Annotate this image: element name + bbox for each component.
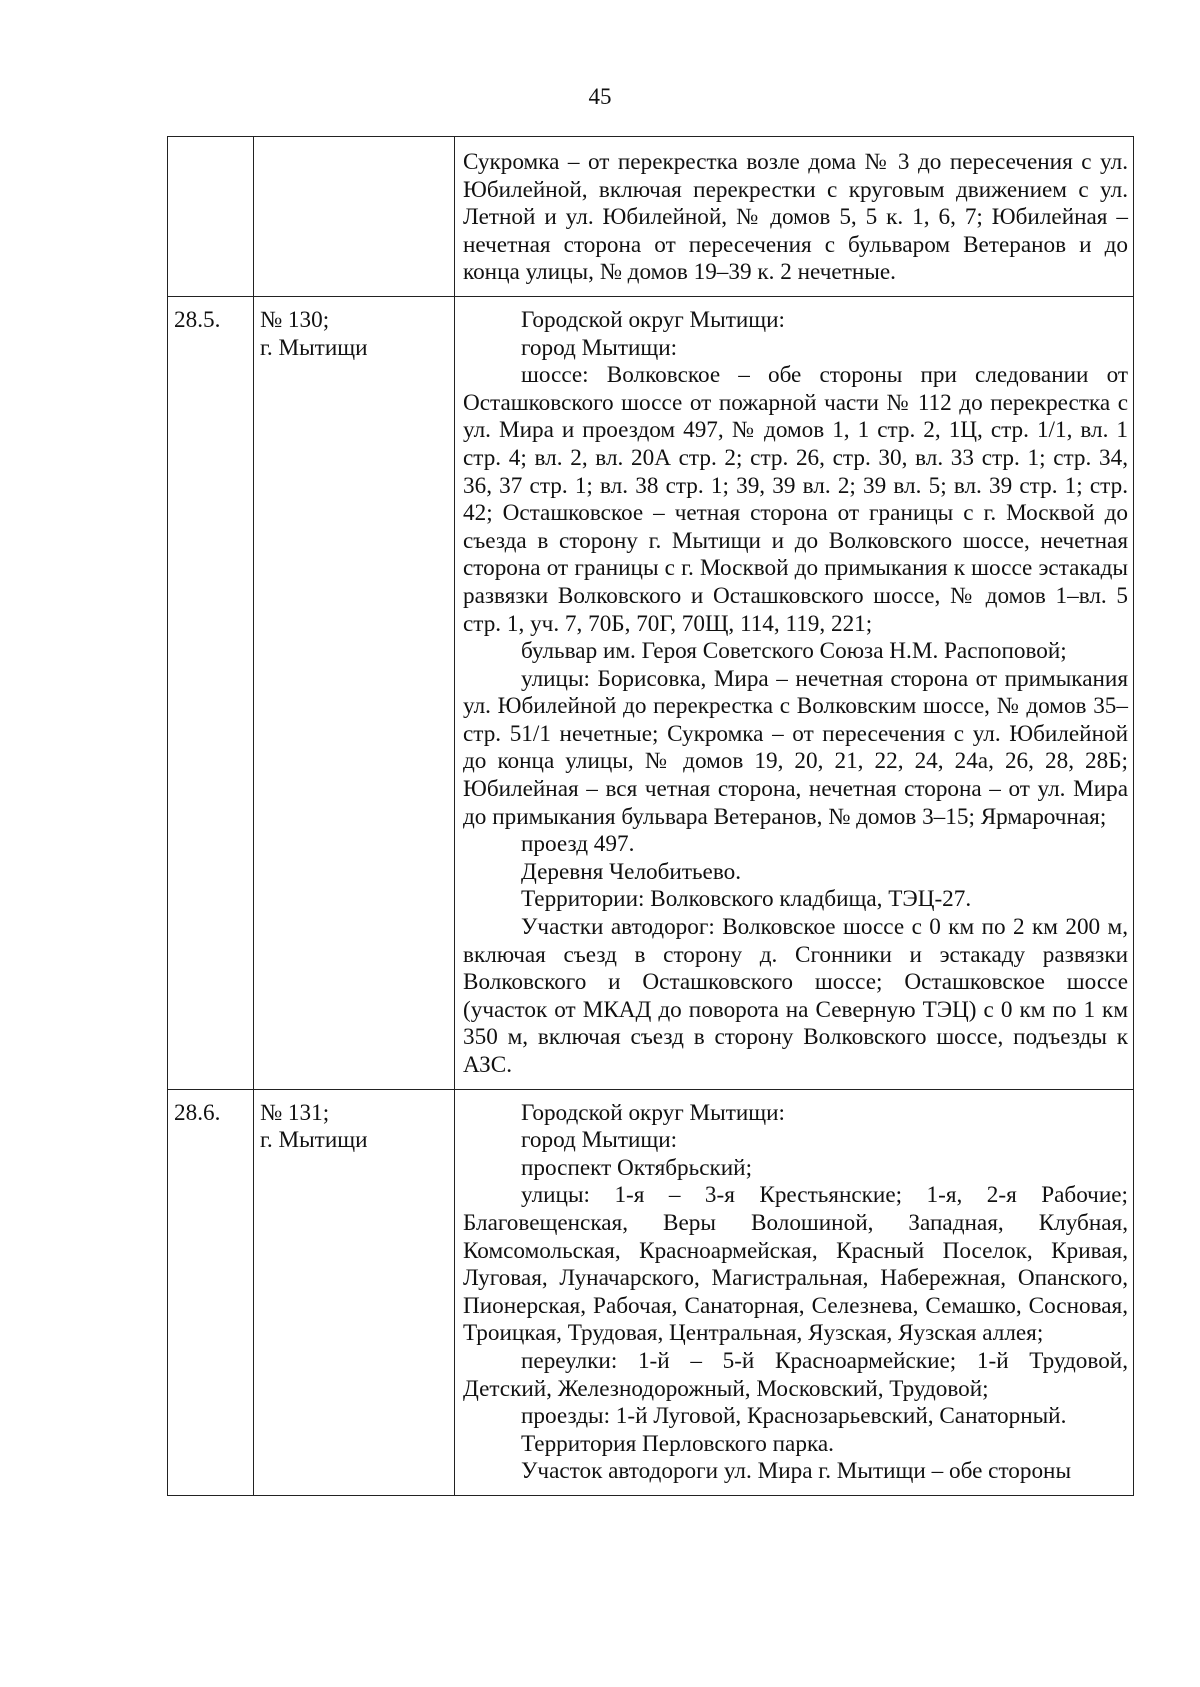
paragraph: бульвар им. Героя Советского Союза Н.М. Распоповой; <box>521 638 1067 665</box>
row-number: 28.5. <box>174 306 221 333</box>
district-city: г. Мытищи <box>260 1127 368 1154</box>
table-row <box>168 137 1134 297</box>
paragraph: город Мытищи: <box>521 1127 678 1154</box>
paragraph: Городской округ Мытищи: <box>521 306 785 333</box>
description-cell <box>455 296 1134 1089</box>
paragraph: город Мытищи: <box>521 334 678 361</box>
description-cell <box>455 137 1134 297</box>
paragraph: улицы: Борисовка, Мира – нечетная сторона от примыкания ул. Юбилейной до перекрестка с Волковским шоссе, № домов 35–стр. 51/1 нечетные; Сукромка – от пересечения с ул. Юбилейной до конца улицы, № домов 19, 20, 21, 22, 24, 24а, 26, 28, 28Б; Юбилейная – вся четная сторона, нечетная сторона – от ул. Мира до примыкания бульвара Ветеранов, № домов 3–15; Ярмарочная; <box>463 665 1128 830</box>
paragraph: Участки автодорог: Волковское шоссе с 0 км по 2 км 200 м, включая съезд в сторону д. Сгонники и эстакаду развязки Волковского и Осташковского шоссе; Осташковское шоссе (участок от МКАД до поворота на Северную ТЭЦ) с 0 км по 1 км 350 м, включая съезд в сторону Волковского шоссе, подъезды к АЗС. <box>463 914 1128 1078</box>
district-city: г. Мытищи <box>260 334 368 361</box>
district-code: № 131; <box>260 1099 330 1126</box>
table-row <box>168 1089 1134 1495</box>
paragraph: улицы: 1-я – 3-я Крестьянские; 1-я, 2-я Рабочие; Благовещенская, Веры Волошиной, Западная, Клубная, Комсомольская, Красноармейская, Красный Поселок, Кривая, Луговая, Луначарского, Магистральная, Набережная, Опанского, Пионерская, Рабочая, Санаторная, Селезнева, Семашко, Сосновая, Троицкая, Трудовая, Центральная, Яузская, Яузская аллея; <box>463 1182 1128 1347</box>
district-code: № 130; <box>260 306 330 333</box>
row-number-cell <box>168 1089 254 1495</box>
paragraph: Городской округ Мытищи: <box>521 1099 785 1126</box>
paragraph: Сукромка – от перекрестка возле дома № 3 до пересечения с ул. Юбилейной, включая перекрестки с круговым движением с ул. Летной и ул. Юбилейной, № домов 5, 5 к. 1, 6, 7; Юбилейная – нечетная сторона от пересечения с бульваром Ветеранов и до конца улицы, № домов 19–39 к. 2 нечетные. <box>463 149 1128 286</box>
paragraph: переулки: 1-й – 5-й Красноармейские; 1-й Трудовой, Детский, Железнодорожный, Московский, Трудовой; <box>463 1347 1128 1402</box>
district-code-cell <box>254 137 455 297</box>
page-number: 45 <box>588 84 612 109</box>
table-row <box>168 296 1134 1089</box>
row-number: 28.6. <box>174 1099 221 1126</box>
paragraph: Территории: Волковского кладбища, ТЭЦ-27. <box>521 886 972 913</box>
document-table <box>167 136 1134 1496</box>
row-number-cell <box>168 296 254 1089</box>
description-cell <box>455 1089 1134 1495</box>
paragraph: Деревня Челобитьево. <box>521 858 742 885</box>
paragraph: проезд 497. <box>521 831 635 858</box>
paragraph: проспект Октябрьский; <box>521 1154 753 1181</box>
paragraph: Территория Перловского парка. <box>521 1430 834 1457</box>
district-code-cell <box>254 296 455 1089</box>
paragraph: проезды: 1-й Луговой, Краснозарьевский, Санаторный. <box>521 1403 1067 1430</box>
paragraph: шоссе: Волковское – обе стороны при следовании от Осташковского шоссе от пожарной части № 112 до перекрестка с ул. Мира и проездом 497, № домов 1, 1 стр. 2, 1Ц, стр. 1/1, вл. 1 стр. 4; вл. 2, вл. 20А стр. 2; стр. 26, стр. 30, вл. 33 стр. 1; стр. 34, 36, 37 стр. 1; вл. 38 стр. 1; 39, 39 вл. 2; 39 вл. 5; вл. 39 стр. 1; стр. 42; Осташковское – четная сторона от границы с г. Москвой до съезда в сторону г. Мытищи и до Волковского шоссе, нечетная сторона от границы с г. Москвой до примыкания к шоссе эстакады развязки Волковского и Осташковского шоссе, № домов 1–вл. 5 стр. 1, уч. 7, 70Б, 70Г, 70Щ, 114, 119, 221; <box>463 362 1128 637</box>
row-number-cell <box>168 137 254 297</box>
district-code-cell <box>254 1089 455 1495</box>
paragraph: Участок автодороги ул. Мира г. Мытищи – обе стороны <box>521 1458 1072 1485</box>
